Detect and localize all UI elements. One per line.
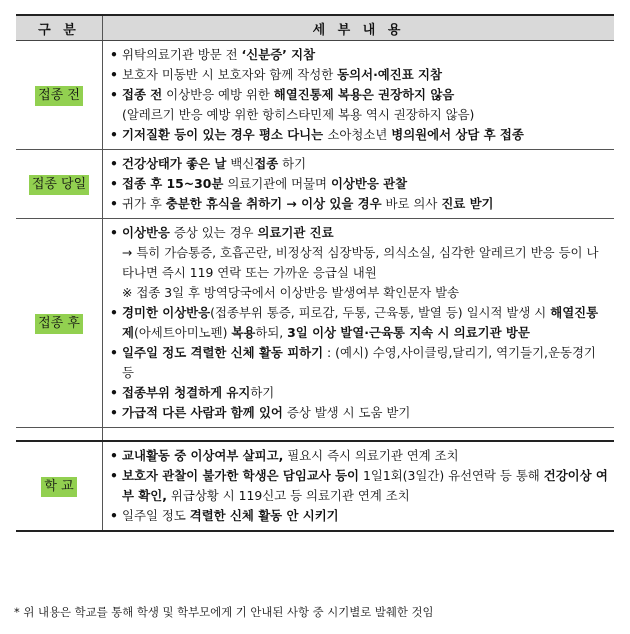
bullet-text: 하되,	[255, 325, 288, 340]
bullet-emphasis: 3일 이상 발열·근육통 지속 시 의료기관 방문	[287, 325, 530, 340]
bullet-text: 필요시 즉시 의료기관 연계 조치	[283, 448, 459, 463]
bullet-emphasis: 이상반응	[122, 225, 170, 240]
bullet-text: 증상 있는 경우	[169, 225, 258, 240]
section-row	[16, 150, 614, 219]
footnote: * 위 내용은 학교를 통해 학생 및 학부모에게 기 안내된 사항 중 시기별로 발췌한 것임	[14, 605, 434, 619]
bullet-text: : (예시) 수영,사이클링,달리기, 역기들기,운동경기 등	[122, 345, 596, 380]
bullet-text: 위탁의료기관 방문 전	[122, 47, 242, 62]
bullet-item	[109, 154, 608, 174]
bullet-emphasis: 접종 후 15~30분	[122, 176, 224, 191]
section-details-cell	[103, 150, 615, 219]
bullet-text: 하기	[250, 385, 275, 400]
bullet-emphasis: 접종부위 청결하게 유지	[122, 385, 251, 400]
bullet-item	[109, 125, 608, 145]
bullet-emphasis: 가급적 다른 사람과 함께 있어	[122, 405, 283, 420]
bullet-emphasis: 이상반응 관찰	[330, 176, 408, 191]
bullet-text: 보호자 미동반 시 보호자와 함께 작성한	[122, 67, 338, 82]
bullet-text: 의료기관에 머물며	[223, 176, 331, 191]
section-label-cell	[16, 150, 103, 219]
bullet-emphasis: 일주일 정도 격렬한 신체 활동 피하기	[122, 345, 324, 360]
bullet-emphasis: 건강상태가 좋은 날	[122, 156, 227, 171]
section-row	[16, 219, 614, 428]
bullet-item	[109, 303, 608, 343]
guidance-table	[16, 14, 614, 532]
section-details-cell	[103, 219, 615, 428]
section-label: 학 교	[41, 477, 76, 497]
bullet-emphasis: 보호자 관찰이 불가한 학생은 담임교사 등이	[122, 468, 360, 483]
bullet-item	[109, 65, 608, 85]
bullet-emphasis: 해열진통제 복용은 권장하지 않음	[273, 87, 455, 102]
header-category: 구 분	[16, 15, 103, 41]
bullet-item	[109, 45, 608, 65]
bullet-text: 위급상황 시 119신고 등 의료기관 연계 조치	[166, 488, 410, 503]
bullet-item	[109, 343, 608, 383]
section-divider	[16, 428, 614, 442]
bullet-text: (접종부위 통증, 피로감, 두통, 근육통, 발열 등) 일시적 발생 시	[210, 305, 551, 320]
bullet-text: 1일1회(3일간) 유선연락 등 통해	[359, 468, 544, 483]
bullet-emphasis: ‘신분증’ 지참	[241, 47, 316, 62]
bullet-item	[109, 383, 608, 403]
bullet-item	[109, 403, 608, 423]
bullet-text: 소아청소년	[327, 127, 392, 142]
bullet-emphasis: 진료 받기	[441, 196, 494, 211]
bullet-text: 귀가 후	[122, 196, 166, 211]
bullet-emphasis: 충분한 휴식을 취하기 → 이상 있을 경우	[165, 196, 382, 211]
bullet-emphasis: 격렬한 신체 활동 안 시키기	[189, 508, 339, 523]
table-header-row	[16, 15, 614, 41]
bullet-emphasis: 교내활동 중 이상여부 살피고,	[122, 448, 284, 463]
bullet-text: 이상반응 예방 위한	[162, 87, 274, 102]
bullet-item	[109, 174, 608, 194]
bullet-item	[109, 194, 608, 214]
bullet-item	[109, 466, 608, 506]
bullet-emphasis: 해열진통제	[122, 305, 599, 340]
section-details-cell	[103, 41, 615, 150]
bullet-emphasis: 기저질환 등이 있는 경우 평소 다니는	[122, 127, 328, 142]
bullet-emphasis: 접종 전	[122, 87, 163, 102]
bullet-text: 증상 발생 시 도움 받기	[282, 405, 411, 420]
section-row	[16, 41, 614, 150]
bullet-text: ※ 접종 3일 후 방역당국에서 이상반응 발생여부 확인문자 발송	[122, 285, 460, 300]
bullet-text: 바로 의사	[381, 196, 442, 211]
bullet-emphasis: 동의서·예진표 지참	[337, 67, 442, 82]
section-item-list	[103, 150, 614, 218]
bullet-emphasis: 병의원에서 상담 후 접종	[391, 127, 524, 142]
section-details-cell	[103, 441, 615, 531]
bullet-text: 일주일 정도	[122, 508, 190, 523]
bullet-item	[109, 85, 608, 125]
header-details: 세 부 내 용	[103, 15, 615, 41]
section-item-list	[103, 442, 614, 530]
bullet-text: 하기	[278, 156, 307, 171]
bullet-emphasis: 의료기관 진료	[257, 225, 334, 240]
section-label-cell	[16, 41, 103, 150]
bullet-item	[109, 223, 608, 303]
bullet-text: → 특히 가슴통증, 호흡곤란, 비정상적 심장박동, 의식소실, 심각한 알레르기 반응 등이 나타나면 즉시 119 연락 또는 가까운 응급실 내원	[122, 245, 599, 280]
bullet-emphasis: 접종	[254, 156, 279, 171]
bullet-emphasis: 경미한 이상반응	[122, 305, 211, 320]
bullet-text: (알레르기 반응 예방 위한 항히스타민제 복용 역시 권장하지 않음)	[122, 107, 475, 122]
section-label: 접종 후	[35, 314, 83, 334]
bullet-item	[109, 446, 608, 466]
section-label-cell	[16, 441, 103, 531]
divider-cell	[16, 428, 103, 442]
bullet-emphasis: 복용	[231, 325, 256, 340]
section-label: 접종 전	[35, 86, 83, 106]
bullet-text: 백신	[226, 156, 255, 171]
section-label: 접종 당일	[29, 175, 89, 195]
section-item-list	[103, 219, 614, 427]
bullet-emphasis: 건강이상 여부 확인,	[122, 468, 608, 503]
bullet-text: (아세트아미노펜)	[133, 325, 232, 340]
divider-cell	[103, 428, 615, 442]
bullet-item	[109, 506, 608, 526]
section-item-list	[103, 41, 614, 149]
section-row	[16, 441, 614, 531]
section-label-cell	[16, 219, 103, 428]
